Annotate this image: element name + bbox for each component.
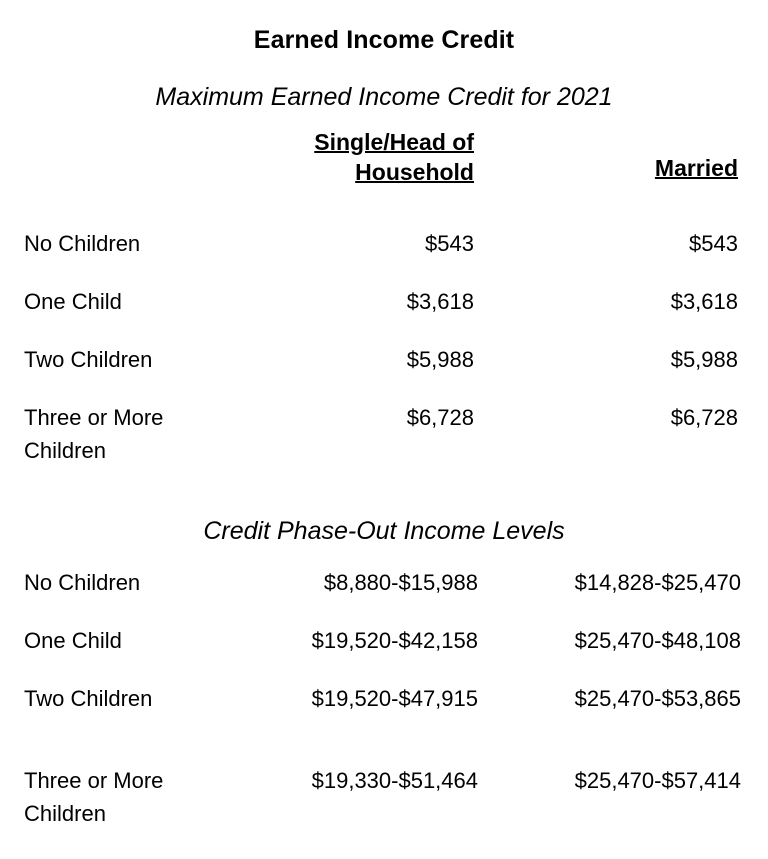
table-row	[0, 682, 768, 740]
cell-married: $25,470-$53,865	[574, 686, 741, 711]
row-label: One Child	[24, 628, 122, 653]
table-row	[0, 286, 768, 344]
row-label: No Children	[24, 570, 141, 595]
cell-single: $19,330-$51,464	[311, 768, 478, 793]
table-row	[0, 566, 768, 624]
table-row	[0, 740, 768, 826]
table-row	[0, 344, 768, 402]
cell-married: $14,828-$25,470	[574, 570, 741, 595]
max-credit-table	[0, 228, 768, 470]
section-title-credit-phase-out: Credit Phase-Out Income Levels	[203, 517, 565, 545]
column-header-single-head-of-household	[268, 127, 474, 188]
cell-single: $8,880-$15,988	[323, 570, 478, 595]
table-row	[0, 624, 768, 682]
cell-married: $5,988	[670, 347, 738, 372]
cell-single: $5,988	[406, 347, 474, 372]
cell-single: $543	[425, 231, 474, 256]
cell-married: $543	[689, 231, 738, 256]
column-header-married-label: Married	[654, 155, 738, 181]
cell-single: $19,520-$42,158	[311, 628, 478, 653]
cell-married: $25,470-$57,414	[574, 768, 741, 793]
cell-married: $3,618	[670, 289, 738, 314]
column-header-single-line1: Single/Head of	[314, 129, 474, 155]
row-label: Three or More Children	[24, 405, 164, 463]
cell-married: $6,728	[670, 405, 738, 430]
row-label: Two Children	[24, 686, 153, 711]
row-label: No Children	[24, 231, 141, 256]
page-title: Earned Income Credit	[253, 26, 515, 54]
table-row	[0, 228, 768, 286]
row-label: Two Children	[24, 347, 153, 372]
phase-out-table	[0, 566, 768, 826]
cell-single: $3,618	[406, 289, 474, 314]
column-header-married	[540, 153, 738, 183]
row-label: One Child	[24, 289, 122, 314]
table-row	[0, 402, 768, 470]
row-label: Three or More Children	[24, 768, 164, 826]
cell-single: $6,728	[406, 405, 474, 430]
cell-single: $19,520-$47,915	[311, 686, 478, 711]
column-header-single-line2: Household	[355, 159, 474, 186]
document-subtitle: Maximum Earned Income Credit for 2021	[155, 83, 613, 111]
cell-married: $25,470-$48,108	[574, 628, 741, 653]
